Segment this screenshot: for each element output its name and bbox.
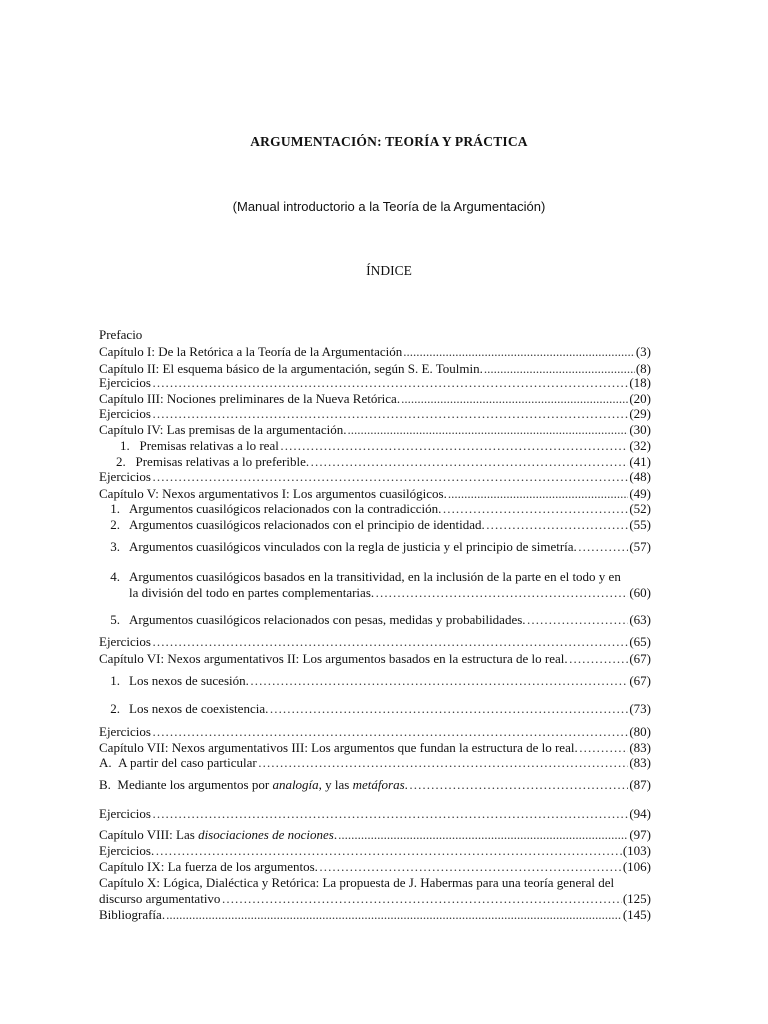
document-subtitle: (Manual introductorio a la Teoría de la Argumentación) bbox=[232, 199, 546, 214]
toc-chapter-6-item-2: 2. Los nexos de coexistencia. ……………………………………………………………………………………………………………………………………………………………… (73) bbox=[99, 701, 651, 717]
toc-chapter-5: Capítulo V: Nexos argumentativos I: Los argumentos cuasilógicos. ..... (49) bbox=[99, 486, 651, 502]
toc-chapter-1: Capítulo I: De la Retórica a la Teoría de la Argumentación ..... (3) bbox=[99, 344, 651, 360]
toc-chapter-5-item-1: 1. Argumentos cuasilógicos relacionados con la contradicción. ……………………………………………………………………………………………………………………………………………………………… (52) bbox=[99, 501, 651, 517]
toc-exercises-7: Ejercicios. ……………………………………………………………………………………………………………………………………………………………… (103) bbox=[99, 843, 651, 859]
toc-chapter-5-item-3: 3. Argumentos cuasilógicos vinculados con la regla de justicia y el principio de simetría. ……………………………………………………………………………………………………………………………………………………………… (57) bbox=[99, 539, 651, 555]
toc-bibliography: Bibliografía. ..... (145) bbox=[99, 907, 651, 923]
toc-chapter-7: Capítulo VII: Nexos argumentativos III: Los argumentos que fundan la estructura de lo real. ……………………………………………………………………………………………………………………………………………………………… (83) bbox=[99, 740, 651, 756]
toc-exercises-1: Ejercicios ……………………………………………………………………………………………………………………………………………………………… (18) bbox=[99, 375, 651, 391]
toc-chapter-3: Capítulo III: Nociones preliminares de la Nueva Retórica. ..... (20) bbox=[99, 391, 651, 407]
toc-chapter-10: Capítulo X: Lógica, Dialéctica y Retórica: La propuesta de J. Habermas para una teoría general del discurso argumentativo …………………………………………………………………………………………………………………………………… (125) bbox=[99, 875, 651, 907]
toc-chapter-4-item-2: 2. Premisas relativas a lo preferible. ……………………………………………………………………………………………………………………………………………………………… (41) bbox=[99, 454, 651, 470]
toc-chapter-7-item-b: B. Mediante los argumentos por analogía, y las metáforas. ……………………………………………………………………………………………………………………………………………………………… (87) bbox=[99, 777, 651, 793]
toc-chapter-6-item-1: 1. Los nexos de sucesión. ……………………………………………………………………………………………………………………………………………………………… (67) bbox=[99, 673, 651, 689]
toc-chapter-6: Capítulo VI: Nexos argumentativos II: Los argumentos basados en la estructura de lo real. ……………………………………………………………………………………………………………………………………………………………… (67) bbox=[99, 651, 651, 667]
toc-chapter-5-item-4: 4. Argumentos cuasilógicos basados en la transitividad, en la inclusión de la parte en el todo y en la división del todo en partes complementarias. …………………………………………………………………………………………………………………………………… (60) bbox=[99, 569, 651, 601]
toc-chapter-2: Capítulo II: El esquema básico de la argumentación, según S. E. Toulmin. ..... (8) bbox=[99, 361, 651, 377]
toc-chapter-7-item-a: A. A partir del caso particular ……………………………………………………………………………………………………………………………………………………………… (83) bbox=[99, 755, 651, 771]
document-title: ARGUMENTACIÓN: TEORÍA Y PRÁCTICA bbox=[250, 134, 528, 149]
toc-exercises-3: Ejercicios ……………………………………………………………………………………………………………………………………………………………… (48) bbox=[99, 469, 651, 485]
toc-exercises-6: Ejercicios ……………………………………………………………………………………………………………………………………………………………… (94) bbox=[99, 806, 651, 822]
toc-exercises-2: Ejercicios ……………………………………………………………………………………………………………………………………………………………… (29) bbox=[99, 406, 651, 422]
toc-chapter-5-item-2: 2. Argumentos cuasilógicos relacionados con el principio de identidad. ……………………………………………………………………………………………………………………………………………………………… (55) bbox=[99, 517, 651, 533]
toc-exercises-5: Ejercicios ……………………………………………………………………………………………………………………………………………………………… (80) bbox=[99, 724, 651, 740]
toc-chapter-9: Capítulo IX: La fuerza de los argumentos. ……………………………………………………………………………………………………………………………………………………………… (106) bbox=[99, 859, 651, 875]
toc-chapter-8: Capítulo VIII: Las disociaciones de nociones. ..... (97) bbox=[99, 827, 651, 843]
toc-chapter-4-item-1: 1. Premisas relativas a lo real ……………………………………………………………………………………………………………………………………………………………… (32) bbox=[99, 438, 651, 454]
toc-prefacio: Prefacio bbox=[99, 327, 143, 342]
toc-chapter-4: Capítulo IV: Las premisas de la argumentación. ..... (30) bbox=[99, 422, 651, 438]
toc-chapter-5-item-5: 5. Argumentos cuasilógicos relacionados con pesas, medidas y probabilidades. ……………………………………………………………………………………………………………………………………………………………… (63) bbox=[99, 612, 651, 628]
toc-exercises-4: Ejercicios ……………………………………………………………………………………………………………………………………………………………… (65) bbox=[99, 634, 651, 650]
index-heading: ÍNDICE bbox=[366, 263, 412, 278]
